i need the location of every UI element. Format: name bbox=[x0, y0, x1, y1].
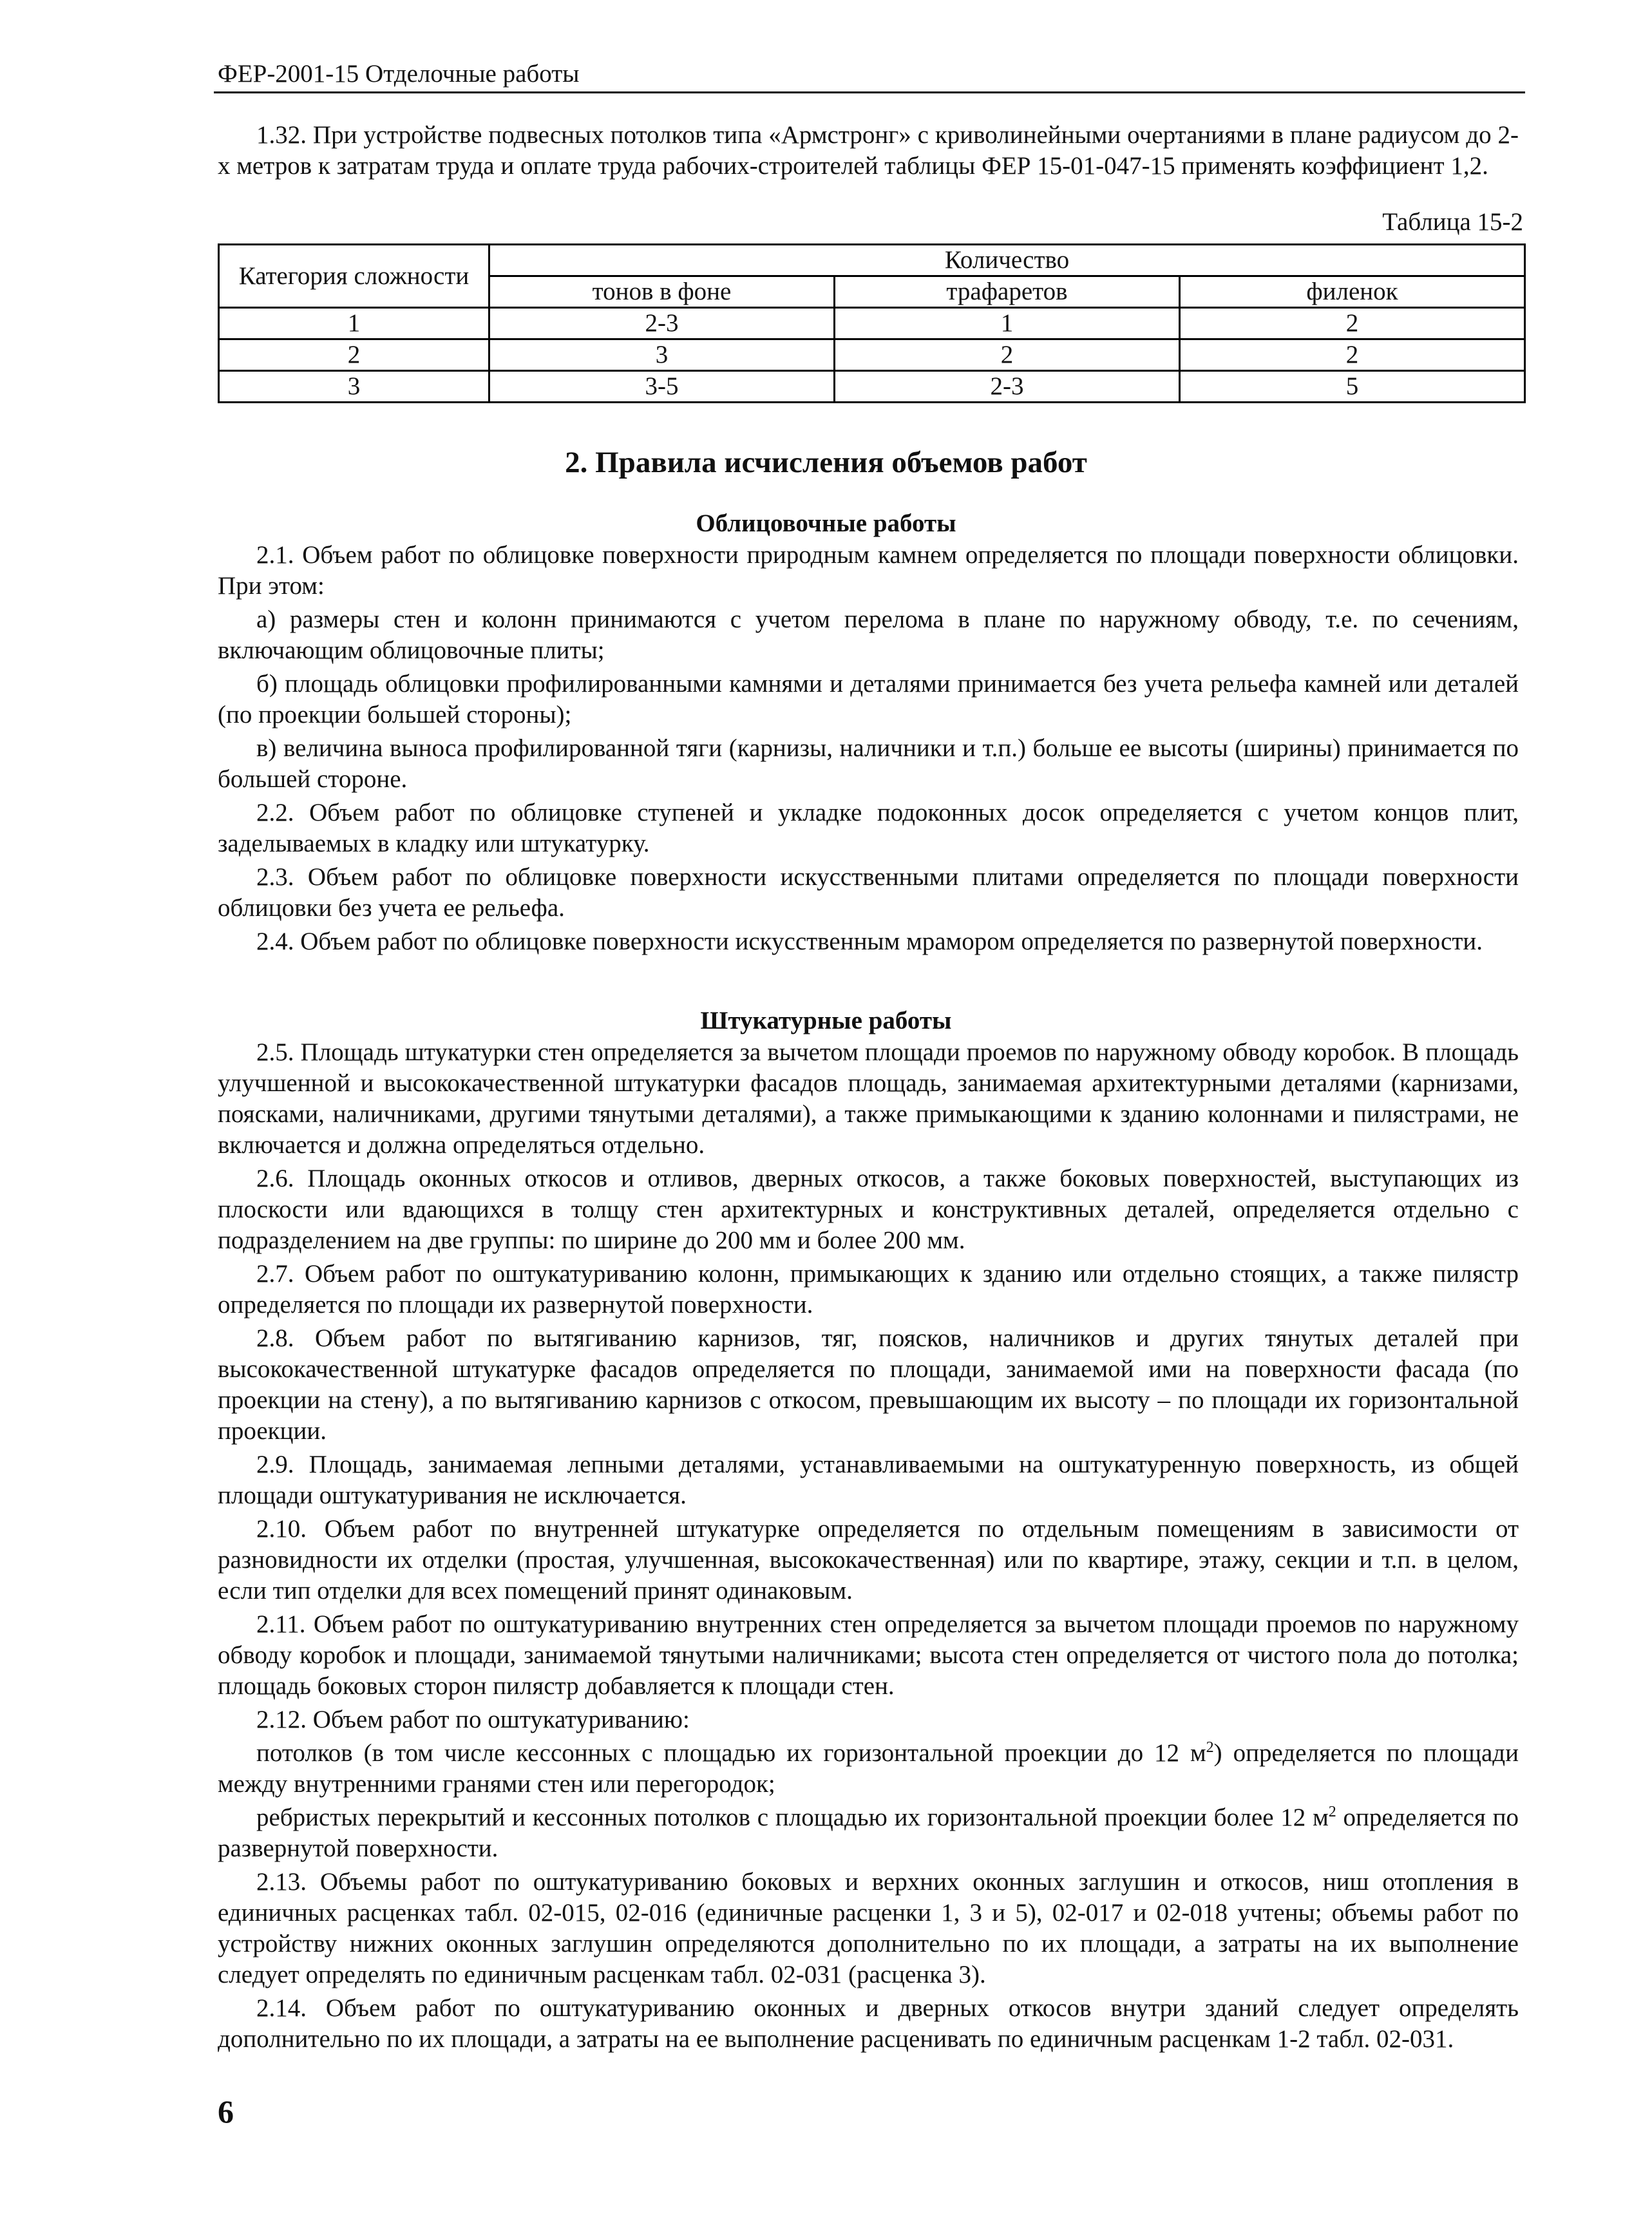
table-row bbox=[219, 371, 1525, 403]
paragraph-2-12-b bbox=[218, 1802, 1519, 1864]
paragraph-2-12: 2.12. Объем работ по оштукатуриванию: bbox=[256, 1706, 690, 1733]
intro-block bbox=[218, 120, 1519, 184]
text-2-12-a-end: ) определяется по площади между внутренними гранями стен или перегородок; bbox=[218, 1739, 1519, 1798]
paragraph-2-4: 2.4. Объем работ по облицовке поверхности искусственным мрамором определяется по развернутой поверхности. bbox=[256, 928, 1483, 955]
paragraph-2-12-a bbox=[218, 1738, 1519, 1800]
paragraph-2-7: 2.7. Объем работ по оштукатуриванию колонн, примыкающих к зданию или отдельно стоящих, а также пилястр определяется по площади их развернутой поверхности. bbox=[218, 1260, 1519, 1319]
header-panels: филенок bbox=[1180, 276, 1525, 308]
cell-tones: 3 bbox=[489, 339, 835, 371]
cell-panels: 2 bbox=[1180, 308, 1525, 339]
paragraph-2-6: 2.6. Площадь оконных откосов и отливов, дверных откосов, а также боковых поверхностей, выступающих из плоскости или вдающихся в толщу стен архитектурных и конструктивных деталей, определяется отдельно с подразделением на две группы: по ширине до 200 мм и более 200 мм. bbox=[218, 1165, 1519, 1254]
paragraph-2-10: 2.10. Объем работ по внутренней штукатурке определяется по отдельным помещениям в зависимости от разновидности их отделки (простая, улучшенная, высококачественная) или по квартире, этажу, секции и т.п. в целом, если тип отделки для всех помещений принят одинаковым. bbox=[218, 1515, 1519, 1605]
paragraph-2-3: 2.3. Объем работ по облицовке поверхности искусственными плитами определяется по площади поверхности облицовки без учета ее рельефа. bbox=[218, 863, 1519, 922]
paragraph-2-1-v: в) величина выноса профилированной тяги (карнизы, наличники и т.п.) больше ее высоты (ширины) принимается по большей стороне. bbox=[218, 734, 1519, 793]
header-rule bbox=[214, 91, 1525, 93]
paragraph-2-1-b: б) площадь облицовки профилированными камнями и деталями принимается без учета рельефа камней или деталей (по проекции большей стороны); bbox=[218, 670, 1519, 729]
paragraph-2-8: 2.8. Объем работ по вытягиванию карнизов, тяг, поясков, наличников и других тянутых деталей при высококачественной штукатурке фасадов определяется по площади, занимаемой ими на поверхности фасада (по проекции на стену), а по вытягиванию карнизов с откосом, превышающим их высоту – по площади их горизонтальной проекции. bbox=[218, 1324, 1519, 1445]
facing-block bbox=[218, 540, 1519, 960]
header-quantity: Количество bbox=[489, 245, 1525, 276]
section-title: 2. Правила исчисления объемов работ bbox=[565, 446, 1087, 479]
table-row bbox=[219, 308, 1525, 339]
header-tones: тонов в фоне bbox=[489, 276, 835, 308]
plaster-block bbox=[218, 1037, 1519, 2057]
superscript-2: 2 bbox=[1328, 1804, 1336, 1820]
paragraph-2-9: 2.9. Площадь, занимаемая лепными деталями, устанавливаемыми на оштукатуренную поверхность, из общей площади оштукатуривания не исключается. bbox=[218, 1451, 1519, 1509]
paragraph-2-11: 2.11. Объем работ по оштукатуриванию внутренних стен определяется за вычетом площади проемов по наружному обводу коробок и площади, занимаемой тянутыми наличниками; высота стен определяется от чистого пола до потолка; площадь боковых сторон пилястр добавляется к площади стен. bbox=[218, 1610, 1519, 1700]
subsection-title-facing: Облицовочные работы bbox=[696, 510, 956, 537]
paragraph-2-14: 2.14. Объем работ по оштукатуриванию оконных и дверных откосов внутри зданий следует определять дополнительно по их площади, а затраты на ее выполнение расценивать по единичным расценкам 1-2 табл. 02-031. bbox=[218, 1994, 1519, 2053]
complexity-table bbox=[218, 243, 1526, 403]
cell-category: 2 bbox=[219, 339, 489, 371]
table-caption: Таблица 15-2 bbox=[1382, 208, 1523, 236]
header-category: Категория сложности bbox=[219, 245, 489, 308]
cell-panels: 2 bbox=[1180, 339, 1525, 371]
paragraph-2-1: 2.1. Объем работ по облицовке поверхности природным камнем определяется по площади поверхности облицовки. При этом: bbox=[218, 541, 1519, 600]
cell-category: 3 bbox=[219, 371, 489, 403]
paragraph-2-13: 2.13. Объемы работ по оштукатуриванию боковых и верхних оконных заглушин и откосов, ниш отопления в единичных расценках табл. 02-015, 02-016 (единичные расценки 1, 3 и 5), 02-017 и 02-018 учтены; объемы работ по устройству нижних оконных заглушин определяются дополнительно по их площади, а затраты на их выполнение следует определять по единичным расценкам табл. 02-031 (расценка 3). bbox=[218, 1868, 1519, 1988]
page-number: 6 bbox=[218, 2093, 234, 2129]
subsection-title-plaster: Штукатурные работы bbox=[700, 1007, 952, 1034]
text-2-12-a-start: потолков (в том числе кессонных с площадью их горизонтальной проекции до 12 м bbox=[256, 1739, 1206, 1767]
cell-stencils: 1 bbox=[835, 308, 1180, 339]
cell-panels: 5 bbox=[1180, 371, 1525, 403]
cell-tones: 2-3 bbox=[489, 308, 835, 339]
cell-stencils: 2-3 bbox=[835, 371, 1180, 403]
header-stencils: трафаретов bbox=[835, 276, 1180, 308]
text-2-12-b-start: ребристых перекрытий и кессонных потолков с площадью их горизонтальной проекции более 12 м bbox=[256, 1804, 1329, 1831]
paragraph-2-1-a: а) размеры стен и колонн принимаются с учетом перелома в плане по наружному обводу, т.е. по сечениям, включающим облицовочные плиты; bbox=[218, 605, 1519, 664]
cell-stencils: 2 bbox=[835, 339, 1180, 371]
paragraph-2-2: 2.2. Объем работ по облицовке ступеней и укладке подоконных досок определяется с учетом концов плит, заделываемых в кладку или штукатурку. bbox=[218, 799, 1519, 857]
cell-category: 1 bbox=[219, 308, 489, 339]
table-row bbox=[219, 339, 1525, 371]
running-header: ФЕР-2001-15 Отделочные работы bbox=[218, 60, 580, 88]
superscript-2: 2 bbox=[1206, 1739, 1214, 1756]
paragraph-2-5: 2.5. Площадь штукатурки стен определяется за вычетом площади проемов по наружному обводу коробок. В площадь улучшенной и высококачественной штукатурки фасадов площадь, занимаемая архитектурными деталями (карнизами, поясками, наличниками, другими тянутыми деталями), а также примыкающими к зданию колоннами и пилястрами, не включается и должна определяться отдельно. bbox=[218, 1038, 1519, 1159]
cell-tones: 3-5 bbox=[489, 371, 835, 403]
text-2-12-b-end: определяется по развернутой поверхности. bbox=[218, 1804, 1519, 1862]
paragraph-1-32: 1.32. При устройстве подвесных потолков типа «Армстронг» с криволинейными очертаниями в плане радиусом до 2-х метров к затратам труда и оплате труда рабочих-строителей таблицы ФЕР 15-01-047-15 применять коэффициент 1,2. bbox=[218, 121, 1519, 180]
